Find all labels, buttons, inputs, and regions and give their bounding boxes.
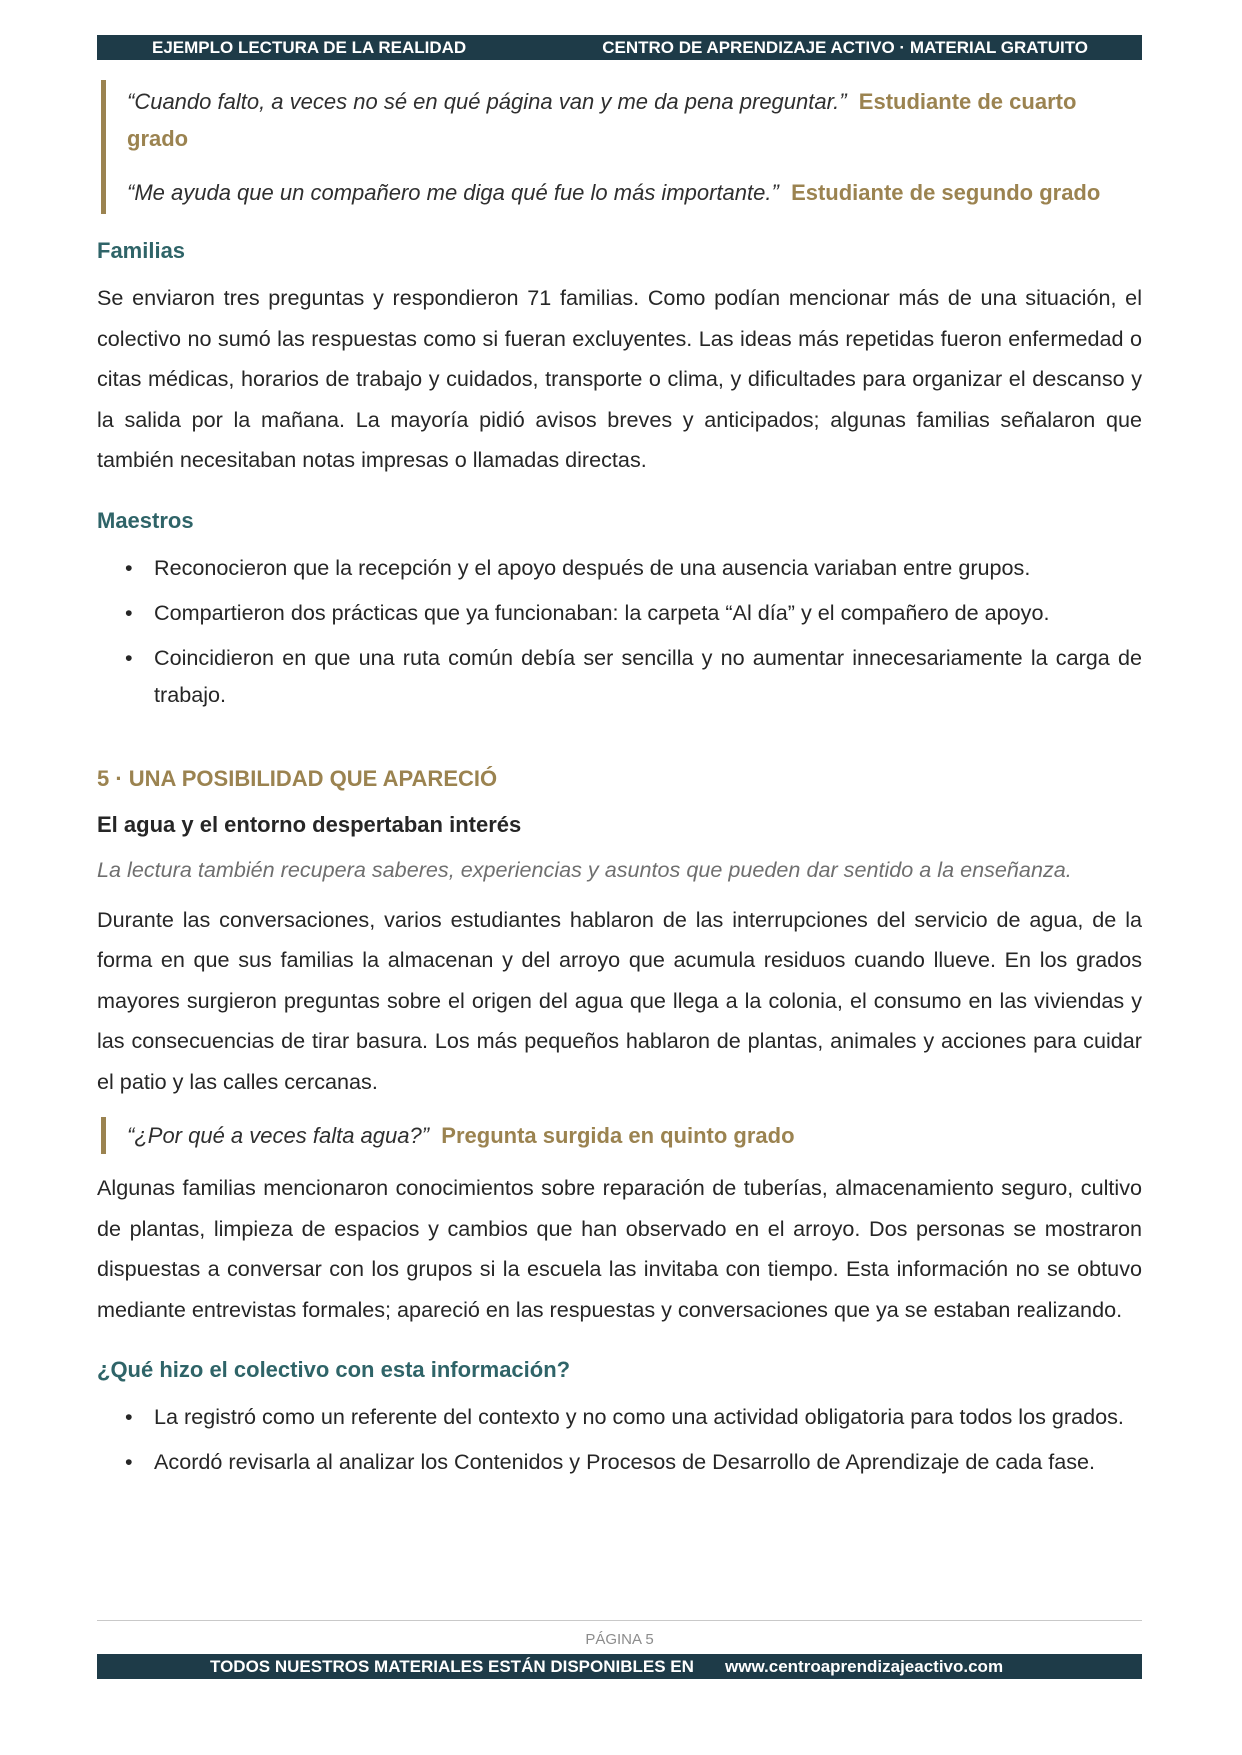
student-quote [127,1117,1142,1154]
bullet-icon: • [125,1449,133,1474]
quote-author: Estudiante de segundo grado [791,180,1101,205]
bullet-icon: • [125,1404,133,1429]
list-item [97,549,1142,586]
page-footer [97,1654,1142,1679]
list-item [97,1398,1142,1435]
section-lead: La lectura también recupera saberes, experiencias y asuntos que pueden dar sentido a la enseñanza. [97,856,1072,882]
header-document-title: EJEMPLO LECTURA DE LA REALIDAD [152,38,467,57]
familias-paragraph: Se enviaron tres preguntas y respondieron 71 familias. Como podían mencionar más de una situación, el colectivo no sumó las respuestas como si fueran excluyentes. Las ideas más repetidas fueron enfermedad o citas médicas, horarios de trabajo y cuidados, transporte o clima, y dificultades para organizar el descanso y la salida por la mañana. La mayoría pidió avisos breves y anticipados; algunas familias señalaron que también necesitaban notas impresas o llamadas directas. [97,285,1142,472]
page-content [97,80,1142,1480]
student-question-quote [101,1117,1142,1154]
collective-actions-list [97,1398,1142,1480]
question-heading: ¿Qué hizo el colectivo con esta información? [97,1357,571,1382]
familias-heading: Familias [97,238,186,263]
list-item [97,1443,1142,1480]
page-number: PÁGINA 5 [585,1631,654,1648]
section-paragraph-1: Durante las conversaciones, varios estudiantes hablaron de las interrupciones del servicio de agua, de la forma en que sus familias la almacenan y del arroyo que acumula residuos cuando llueve. En los grados mayores surgieron preguntas sobre el origen del agua que llega a la colonia, el consumo en las viviendas y las consecuencias de tirar basura. Los más pequeños hablaron de plantas, animales y acciones para cuidar el patio y las calles cercanas. [97,906,1142,1094]
maestros-heading: Maestros [97,507,194,533]
list-item-text: La registró como un referente del contexto y no como una actividad obligatoria para todos los grados. [154,1404,1124,1429]
section-subtitle: El agua y el entorno despertaban interés [97,811,522,837]
list-item-text: Coincidieron en que una ruta común debía ser sencilla y no aumentar innecesariamente la carga de trabajo. [154,644,1142,707]
footer-website-link[interactable]: www.centroaprendizajeactivo.com [725,1657,1004,1676]
bullet-icon: • [125,644,133,670]
quote-text: “¿Por qué a veces falta agua?” [127,1123,430,1148]
bullet-icon: • [125,554,133,580]
student-quotes-block [101,80,1142,214]
list-item-text: Compartieron dos prácticas que ya funcionaban: la carpeta “Al día” y el compañero de apoyo. [154,599,1050,625]
list-item-text: Acordó revisarla al analizar los Contenidos y Procesos de Desarrollo de Aprendizaje de cada fase. [154,1449,1096,1474]
section-title: 5 · UNA POSIBILIDAD QUE APARECIÓ [97,765,498,791]
quote-author: Estudiante de cuarto grado [127,89,1077,151]
page-header [97,35,1142,60]
footer-divider [97,1620,1142,1621]
list-item-text: Reconocieron que la recepción y el apoyo después de una ausencia variaban entre grupos. [154,554,1031,580]
header-organization: CENTRO DE APRENDIZAJE ACTIVO · MATERIAL GRATUITO [602,38,1088,57]
student-quote [127,174,1142,211]
quote-text: “Cuando falto, a veces no sé en qué página van y me da pena preguntar.” [127,89,847,114]
maestros-bullet-list [97,549,1142,713]
list-item [97,639,1142,713]
quote-author: Pregunta surgida en quinto grado [441,1123,795,1148]
quote-text: “Me ayuda que un compañero me diga qué fue lo más importante.” [127,180,779,205]
student-quote [127,83,1142,157]
section-paragraph-2: Algunas familias mencionaron conocimientos sobre reparación de tuberías, almacenamiento seguro, cultivo de plantas, limpieza de espacios y cambios que han observado en el arroyo. Dos personas se mostraron dispuestas a conversar con los grupos si la escuela las invitaba con tiempo. Esta información no se obtuvo mediante entrevistas formales; apareció en las respuestas y conversaciones que ya se estaban realizando. [97,1175,1142,1322]
list-item [97,594,1142,631]
footer-availability-text: TODOS NUESTROS MATERIALES ESTÁN DISPONIBLES EN [210,1657,694,1676]
bullet-icon: • [125,599,133,625]
